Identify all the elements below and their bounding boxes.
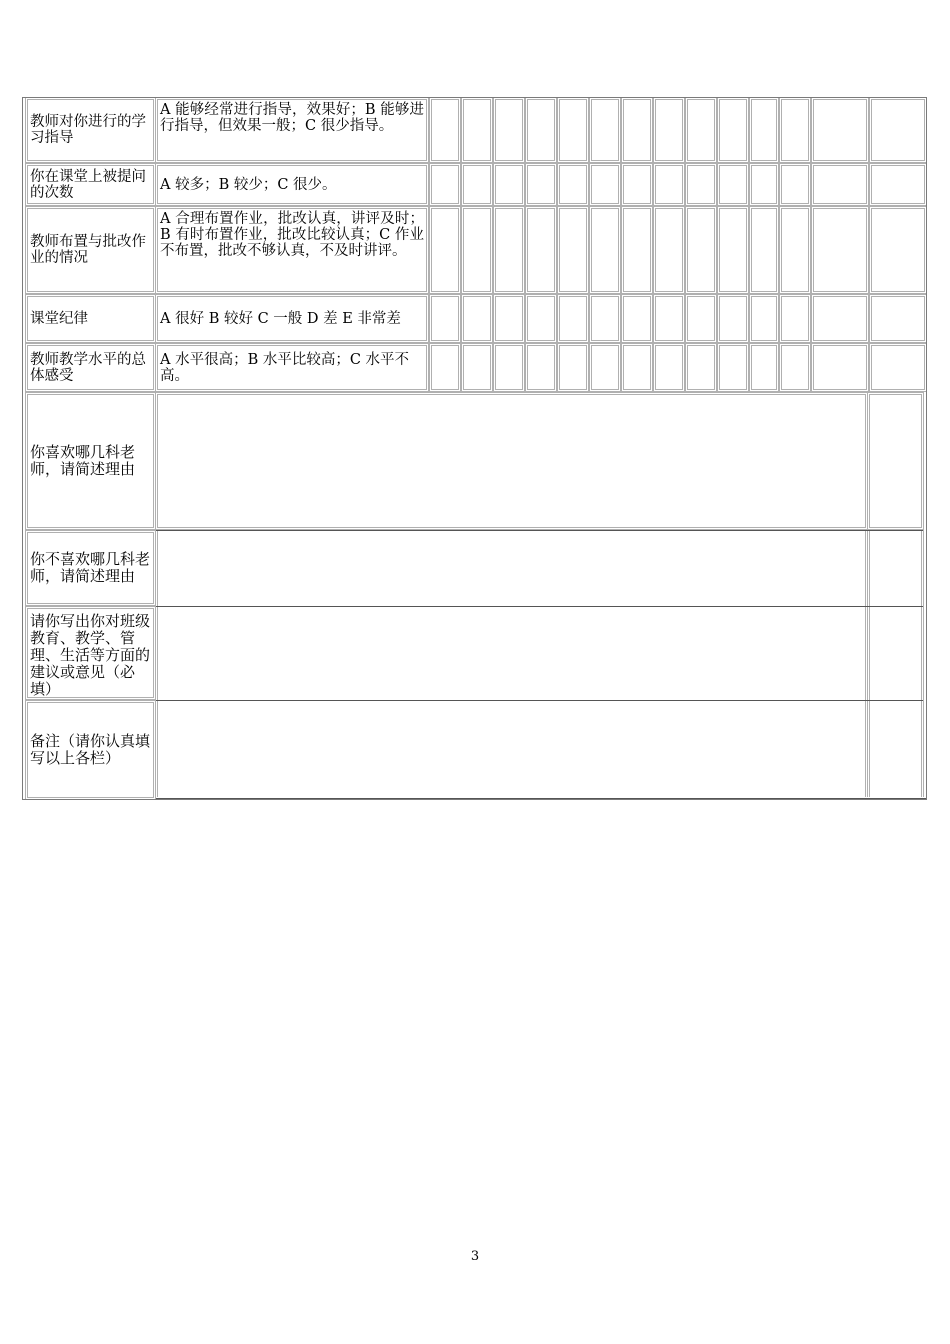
question-label: 课堂纪律 <box>30 310 88 327</box>
rating-cell[interactable] <box>461 206 493 294</box>
answer-cell[interactable] <box>155 530 868 606</box>
rating-cell[interactable] <box>429 294 461 343</box>
rating-cell[interactable] <box>461 163 493 206</box>
options-text: A 能够经常进行指导，效果好；B 能够进行指导，但效果一般；C 很少指导。 <box>160 102 424 134</box>
rating-cell[interactable] <box>589 294 621 343</box>
rating-cell[interactable] <box>749 343 779 392</box>
rating-cell[interactable] <box>429 97 461 163</box>
rating-cell[interactable] <box>685 163 717 206</box>
row-divider <box>156 700 923 701</box>
rating-cell[interactable] <box>525 206 557 294</box>
question-cell <box>25 294 156 343</box>
rating-cell[interactable] <box>717 343 749 392</box>
rating-cell[interactable] <box>653 294 685 343</box>
rating-cell[interactable] <box>653 163 685 206</box>
rating-cell[interactable] <box>525 343 557 392</box>
rating-cell[interactable] <box>461 343 493 392</box>
question-label: 教师布置与批改作业的情况 <box>30 234 146 266</box>
page-number: 3 <box>470 1249 480 1264</box>
rating-cell[interactable] <box>749 294 779 343</box>
rating-cell[interactable] <box>493 294 525 343</box>
rating-cell[interactable] <box>749 163 779 206</box>
row-divider <box>156 798 927 799</box>
question-label: 你在课堂上被提问的次数 <box>30 168 146 201</box>
rating-cell[interactable] <box>621 163 653 206</box>
rating-cell[interactable] <box>493 163 525 206</box>
rating-cell[interactable] <box>749 97 779 163</box>
rating-cell[interactable] <box>685 294 717 343</box>
rating-cell[interactable] <box>869 163 927 206</box>
rating-cell[interactable] <box>653 206 685 294</box>
rating-cell[interactable] <box>811 163 869 206</box>
row-divider <box>156 606 923 607</box>
rating-cell[interactable] <box>429 206 461 294</box>
rating-cell[interactable] <box>653 343 685 392</box>
rating-cell[interactable] <box>653 97 685 163</box>
rating-cell[interactable] <box>779 206 811 294</box>
rating-cell[interactable] <box>685 97 717 163</box>
rating-cell[interactable] <box>779 97 811 163</box>
rating-cell[interactable] <box>621 343 653 392</box>
rating-cell[interactable] <box>621 206 653 294</box>
rating-cell[interactable] <box>869 97 927 163</box>
rating-cell[interactable] <box>869 343 927 392</box>
question-label: 你喜欢哪几科老师，请简述理由 <box>30 443 136 478</box>
rating-cell[interactable] <box>811 343 869 392</box>
question-cell <box>25 163 156 206</box>
options-text: A 较多；B 较少；C 很少。 <box>160 176 337 193</box>
rating-cell[interactable] <box>621 97 653 163</box>
rating-cell[interactable] <box>493 206 525 294</box>
question-cell <box>25 700 156 800</box>
rating-cell[interactable] <box>557 163 589 206</box>
question-cell <box>25 392 156 530</box>
rating-cell[interactable] <box>461 294 493 343</box>
options-cell <box>155 97 429 163</box>
rating-cell[interactable] <box>717 163 749 206</box>
options-cell <box>155 343 429 392</box>
rating-cell[interactable] <box>557 343 589 392</box>
table-row <box>22 700 927 800</box>
options-cell <box>155 206 429 294</box>
options-text: A 合理布置作业，批改认真，讲评及时；B 有时布置作业，批改比较认真；C 作业不布置，批改不够认真，不及时讲评。 <box>160 211 424 259</box>
rating-cell[interactable] <box>557 97 589 163</box>
question-label: 备注（请你认真填写以上各栏） <box>30 732 151 767</box>
side-cell <box>867 606 924 700</box>
rating-cell[interactable] <box>779 163 811 206</box>
rating-cell[interactable] <box>717 206 749 294</box>
rating-cell[interactable] <box>621 294 653 343</box>
options-text: A 很好 B 较好 C 一般 D 差 E 非常差 <box>160 310 401 327</box>
rating-cell[interactable] <box>811 97 869 163</box>
table-row <box>22 606 927 700</box>
rating-cell[interactable] <box>525 294 557 343</box>
row-divider <box>156 530 923 531</box>
options-text: A 水平很高；B 水平比较高；C 水平不高。 <box>160 351 410 384</box>
rating-cell[interactable] <box>589 163 621 206</box>
rating-cell[interactable] <box>589 97 621 163</box>
question-cell <box>25 97 156 163</box>
answer-cell[interactable] <box>155 606 868 700</box>
rating-cell[interactable] <box>493 97 525 163</box>
side-cell <box>867 530 924 606</box>
rating-cell[interactable] <box>717 294 749 343</box>
rating-cell[interactable] <box>493 343 525 392</box>
rating-cell[interactable] <box>525 163 557 206</box>
question-label: 教师教学水平的总体感受 <box>30 351 146 384</box>
rating-cell[interactable] <box>779 294 811 343</box>
question-cell <box>25 530 156 606</box>
question-cell <box>25 606 156 700</box>
options-cell <box>155 294 429 343</box>
rating-cell[interactable] <box>461 97 493 163</box>
rating-cell[interactable] <box>557 294 589 343</box>
options-cell <box>155 163 429 206</box>
question-cell <box>25 343 156 392</box>
side-cell <box>867 392 924 530</box>
rating-cell[interactable] <box>429 343 461 392</box>
rating-cell[interactable] <box>557 206 589 294</box>
rating-cell[interactable] <box>749 206 779 294</box>
answer-cell[interactable] <box>155 392 868 530</box>
question-cell <box>25 206 156 294</box>
rating-cell[interactable] <box>869 294 927 343</box>
rating-cell[interactable] <box>685 206 717 294</box>
rating-cell[interactable] <box>429 163 461 206</box>
answer-cell[interactable] <box>155 700 868 797</box>
rating-cell[interactable] <box>589 343 621 392</box>
rating-cell[interactable] <box>811 294 869 343</box>
table-row <box>22 530 927 606</box>
rating-cell[interactable] <box>811 206 869 294</box>
question-label: 你不喜欢哪几科老师，请简述理由 <box>30 550 151 585</box>
question-label: 教师对你进行的学习指导 <box>30 114 146 146</box>
rating-cell[interactable] <box>685 343 717 392</box>
rating-cell[interactable] <box>589 206 621 294</box>
question-label: 请你写出你对班级教育、教学、管理、生活等方面的建议或意见（必填） <box>30 612 151 698</box>
rating-cell[interactable] <box>779 343 811 392</box>
rating-cell[interactable] <box>717 97 749 163</box>
rating-cell[interactable] <box>869 206 927 294</box>
table-row <box>22 392 927 530</box>
rating-cell[interactable] <box>525 97 557 163</box>
side-cell <box>867 700 924 797</box>
